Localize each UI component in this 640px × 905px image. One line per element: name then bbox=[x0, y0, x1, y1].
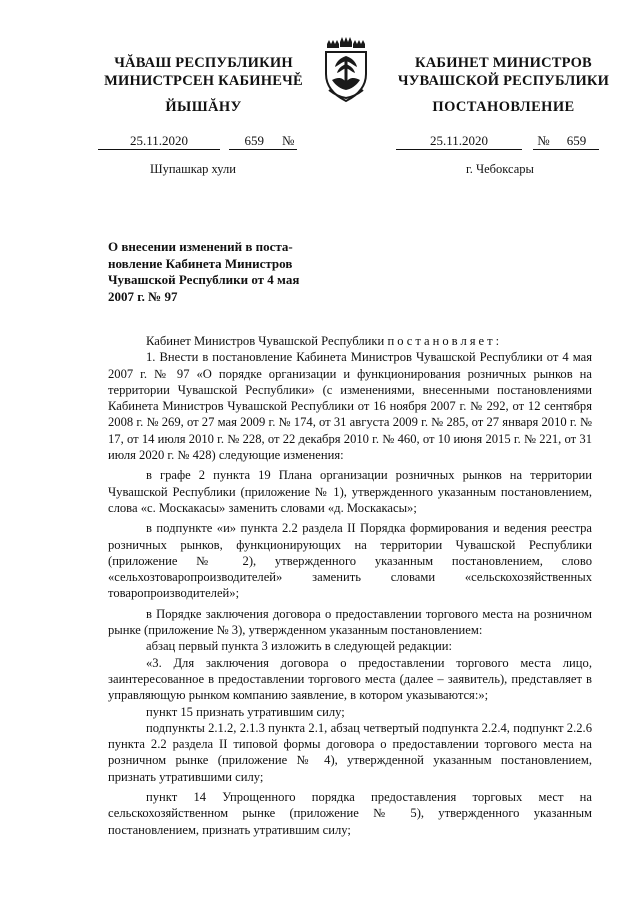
paragraph-3: в подпункте «и» пункта 2.2 раздела II Порядка формирования и ведения реестра розничных рынков, функционирующих на территории Чувашской Республики (приложение № 2), утвержденного указанным постановлением, слово «сельхозтоваропроизводителей» заменить словами «сельскохозяйственных товаропроизводителей»; bbox=[108, 521, 592, 601]
subject-line-4: 2007 г. № 97 bbox=[108, 288, 178, 304]
date-number-left bbox=[98, 133, 297, 150]
place-right: г. Чебоксары bbox=[466, 162, 534, 176]
decree-body bbox=[108, 333, 592, 838]
header-right-line-1: КАБИНЕТ МИНИСТРОВ bbox=[415, 55, 592, 71]
header-left-doc-type: ЙЫШĂНУ bbox=[165, 99, 242, 115]
header-left-line-2: МИНИСТРСЕН КАБИНЕЧĚ bbox=[104, 73, 303, 89]
decree-number-left: 659 bbox=[229, 133, 279, 150]
place-left: Шупашкар хули bbox=[150, 162, 236, 176]
decree-number-right: 659 bbox=[555, 133, 599, 150]
subject-line-2: новление Кабинета Министров bbox=[108, 255, 293, 271]
preamble-lead: Кабинет Министров Чувашской Республики bbox=[146, 334, 385, 348]
decree-subject bbox=[108, 239, 320, 305]
paragraph-6: «3. Для заключения договора о предоставлении торгового места лицо, заинтересованное в предоставлении торгового места (далее – заявитель), представляет в управляющую рынком компанию заявление, в котором указываются:»; bbox=[108, 655, 592, 703]
preamble bbox=[108, 333, 592, 349]
header-right-doc-type: ПОСТАНОВЛЕНИЕ bbox=[432, 99, 575, 115]
header-right-line-2: ЧУВАШСКОЙ РЕСПУБЛИКИ bbox=[397, 73, 610, 89]
paragraph-7: пункт 15 признать утратившим силу; bbox=[146, 704, 345, 719]
header-left-authority bbox=[86, 54, 321, 90]
paragraph-2: в графе 2 пункта 19 Плана организации розничных рынков на территории Чувашской Республики (приложение № 1), утвержденного указанным постановлением, слова «с. Москакасы» заменить словами «д. Москакасы»; bbox=[108, 468, 592, 515]
subject-line-1: О внесении изменений в поста- bbox=[108, 239, 293, 254]
decree-date-left: 25.11.2020 bbox=[98, 133, 220, 150]
decree-date-right: 25.11.2020 bbox=[396, 133, 522, 150]
number-sign-right: № bbox=[533, 133, 555, 150]
header-right-authority bbox=[386, 54, 621, 90]
paragraph-8: подпункты 2.1.2, 2.1.3 пункта 2.1, абзац четвертый подпункта 2.2.4, подпункт 2.2.6 пункта 2.2 раздела II типовой формы договора о предоставлении торгового места на розничном рынке (приложение № 4), утвержденной указанным постановлением, признать утратившими силу; bbox=[108, 720, 592, 784]
date-number-right bbox=[396, 133, 599, 150]
header-left-line-1: ЧĂВАШ РЕСПУБЛИКИН bbox=[114, 55, 293, 71]
subject-line-3: Чувашской Республики от 4 мая bbox=[108, 272, 300, 287]
number-sign-left: № bbox=[279, 133, 297, 150]
chuvash-coat-of-arms-icon bbox=[318, 36, 374, 104]
paragraph-4: в Порядке заключения договора о предоставлении торгового места на розничном рынке (приложение № 3), утвержденном указанным постановлением: bbox=[108, 606, 592, 638]
paragraph-9: пункт 14 Упрощенного порядка предоставления торговых мест на сельскохозяйственном рынке (приложение № 5), утвержденного указанным постановлением, признать утратившим силу; bbox=[108, 790, 592, 837]
paragraph-5: абзац первый пункта 3 изложить в следующей редакции: bbox=[146, 639, 452, 654]
preamble-verb: постановляет: bbox=[387, 334, 503, 348]
paragraph-1: 1. Внести в постановление Кабинета Министров Чувашской Республики от 4 мая 2007 г. № 97 «О порядке организации и функционирования розничных рынков на территории Чувашской Республики» (с изменениями, внесенными постановлениями Кабинета Министров Чувашской Республики от 16 ноября 2007 г. № 292, от 12 сентября 2008 г. № 269, от 27 мая 2009 г. № 174, от 31 августа 2009 г. № 285, от 27 января 2010 г. № 17, от 14 июля 2010 г. № 228, от 22 декабря 2010 г. № 460, от 10 июня 2015 г. № 221, от 31 июля 2020 г. № 428) следующие изменения: bbox=[108, 350, 592, 463]
